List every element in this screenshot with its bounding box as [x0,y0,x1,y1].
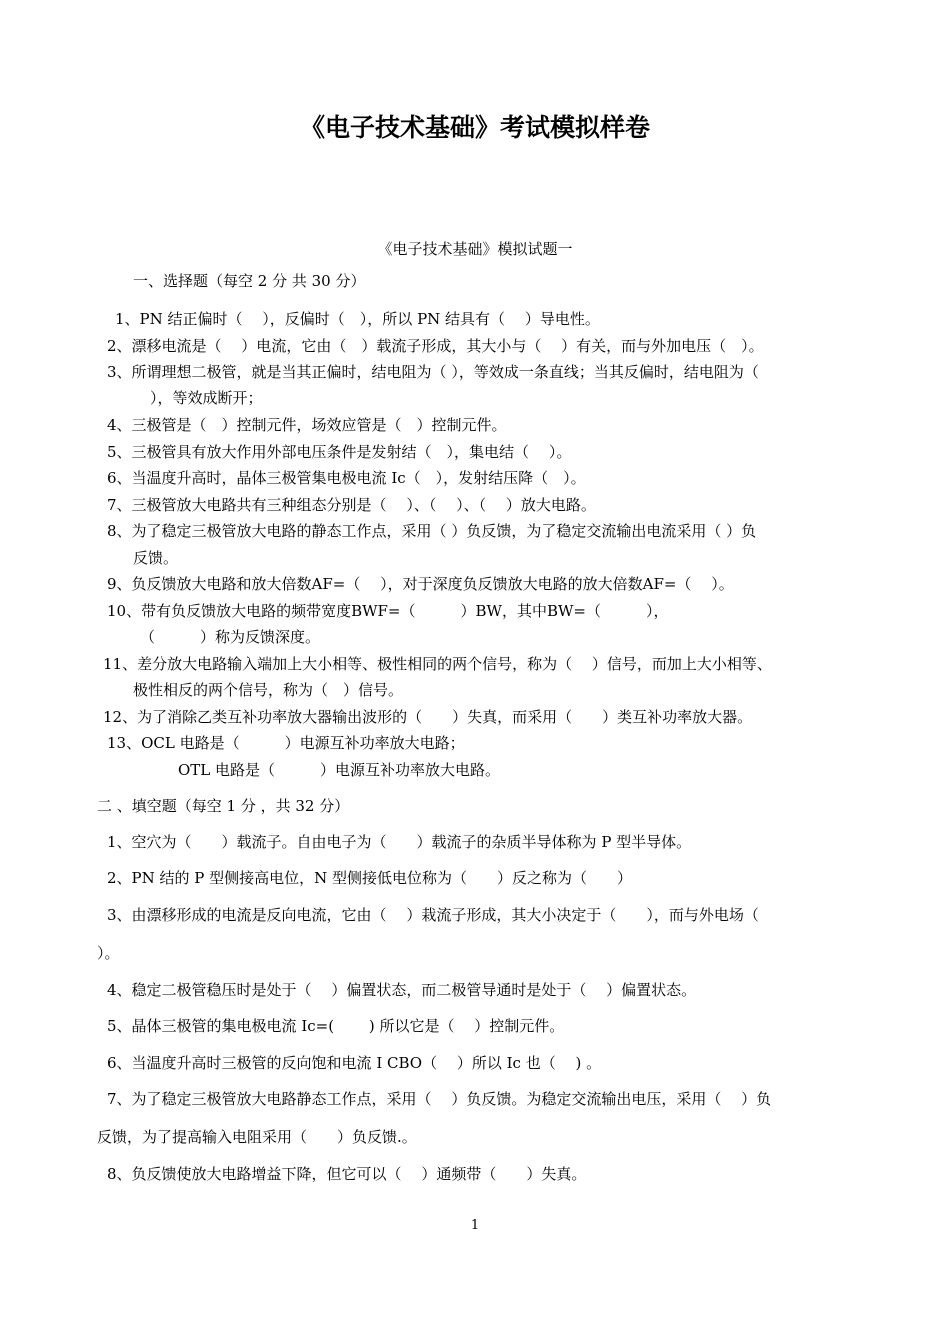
question-1-11-continued: 极性相反的两个信号，称为（ ）信号。 [133,681,404,699]
question-1-3: 3、所谓理想二极管，就是当其正偏时，结电阻为（ ），等效成一条直线；当其反偏时，结电阻为（ [107,363,759,381]
question-2-3: 3、由漂移形成的电流是反向电流，它由（ ）栽流子形成，其大小决定于（ ），而与外电场（ [107,906,759,924]
document-title: 《电子技术基础》考试模拟样卷 [299,113,650,142]
question-1-9: 9、负反馈放大电路和放大倍数AF=（ ），对于深度负反馈放大电路的放大倍数AF=（ ）。 [107,575,734,593]
question-1-12: 12、为了消除乙类互补功率放大器输出波形的（ ）失真，而采用（ ）类互补功率放大器。 [103,708,753,726]
question-2-5: 5、晶体三极管的集电极电流 Ic=( ) 所以它是（ ）控制元件。 [107,1017,565,1035]
question-1-11: 11、差分放大电路输入端加上大小相等、极性相同的两个信号，称为（ ）信号，而加上大小相等、 [103,655,772,673]
question-1-4: 4、三极管是（ ）控制元件，场效应管是（ ）控制元件。 [107,416,507,434]
question-2-2: 2、PN 结的 P 型侧接高电位，N 型侧接低电位称为（ ）反之称为（ ） [107,869,633,887]
question-2-7: 7、为了稳定三极管放大电路静态工作点，采用（ ）负反馈。为稳定交流输出电压，采用（ ）负 [107,1090,772,1108]
question-1-5: 5、三极管具有放大作用外部电压条件是发射结（ ），集电结（ ）。 [107,443,572,461]
question-1-2: 2、漂移电流是（ ）电流，它由（ ）载流子形成，其大小与（ ）有关，而与外加电压（ ）。 [107,337,764,355]
page-number: 1 [470,1218,480,1233]
question-1-8-continued: 反馈。 [133,549,179,567]
question-1-13-continued: OTL 电路是（ ）电源互补功率放大电路。 [178,761,501,779]
question-2-3-continued: ）。 [97,944,120,962]
section-1-heading: 一、选择题（每空 2 分 共 30 分） [133,272,366,290]
question-1-7: 7、三极管放大电路共有三种组态分别是（ ）、（ ）、（ ）放大电路。 [107,496,596,514]
question-1-10: 10、带有负反馈放大电路的频带宽度BWF=（ ）BW，其中BW=（ ）， [107,602,669,620]
question-2-4: 4、稳定二极管稳压时是处于（ ）偏置状态，而二极管导通时是处于（ ）偏置状态。 [107,981,697,999]
question-1-8: 8、为了稳定三极管放大电路的静态工作点，采用（ ）负反馈，为了稳定交流输出电流采用（ ）负 [107,522,757,540]
question-2-7-continued: 反馈，为了提高输入电阻采用（ ）负反馈.。 [97,1128,417,1146]
section-2-heading: 二 、填空题（每空 1 分 ，共 32 分） [97,797,350,815]
question-2-1: 1、空穴为（ ）载流子。自由电子为（ ）载流子的杂质半导体称为 P 型半导体。 [107,833,692,851]
question-1-13: 13、OCL 电路是（ ）电源互补功率放大电路； [107,734,465,752]
question-2-6: 6、当温度升高时三极管的反向饱和电流 I CBO（ ）所以 Ic 也（ ) 。 [107,1054,602,1072]
question-1-1: 1、PN 结正偏时（ ），反偏时（ ），所以 PN 结具有（ ）导电性。 [115,310,600,328]
question-1-3-continued: ），等效成断开； [150,389,263,407]
question-2-8: 8、负反馈使放大电路增益下降，但它可以（ ）通频带（ ）失真。 [107,1165,587,1183]
exam-subtitle: 《电子技术基础》模拟试题一 [377,240,573,258]
question-1-10-continued: （ ）称为反馈深度。 [140,628,321,646]
question-1-6: 6、当温度升高时，晶体三极管集电极电流 Ic（ ），发射结压降（ ）。 [107,469,586,487]
